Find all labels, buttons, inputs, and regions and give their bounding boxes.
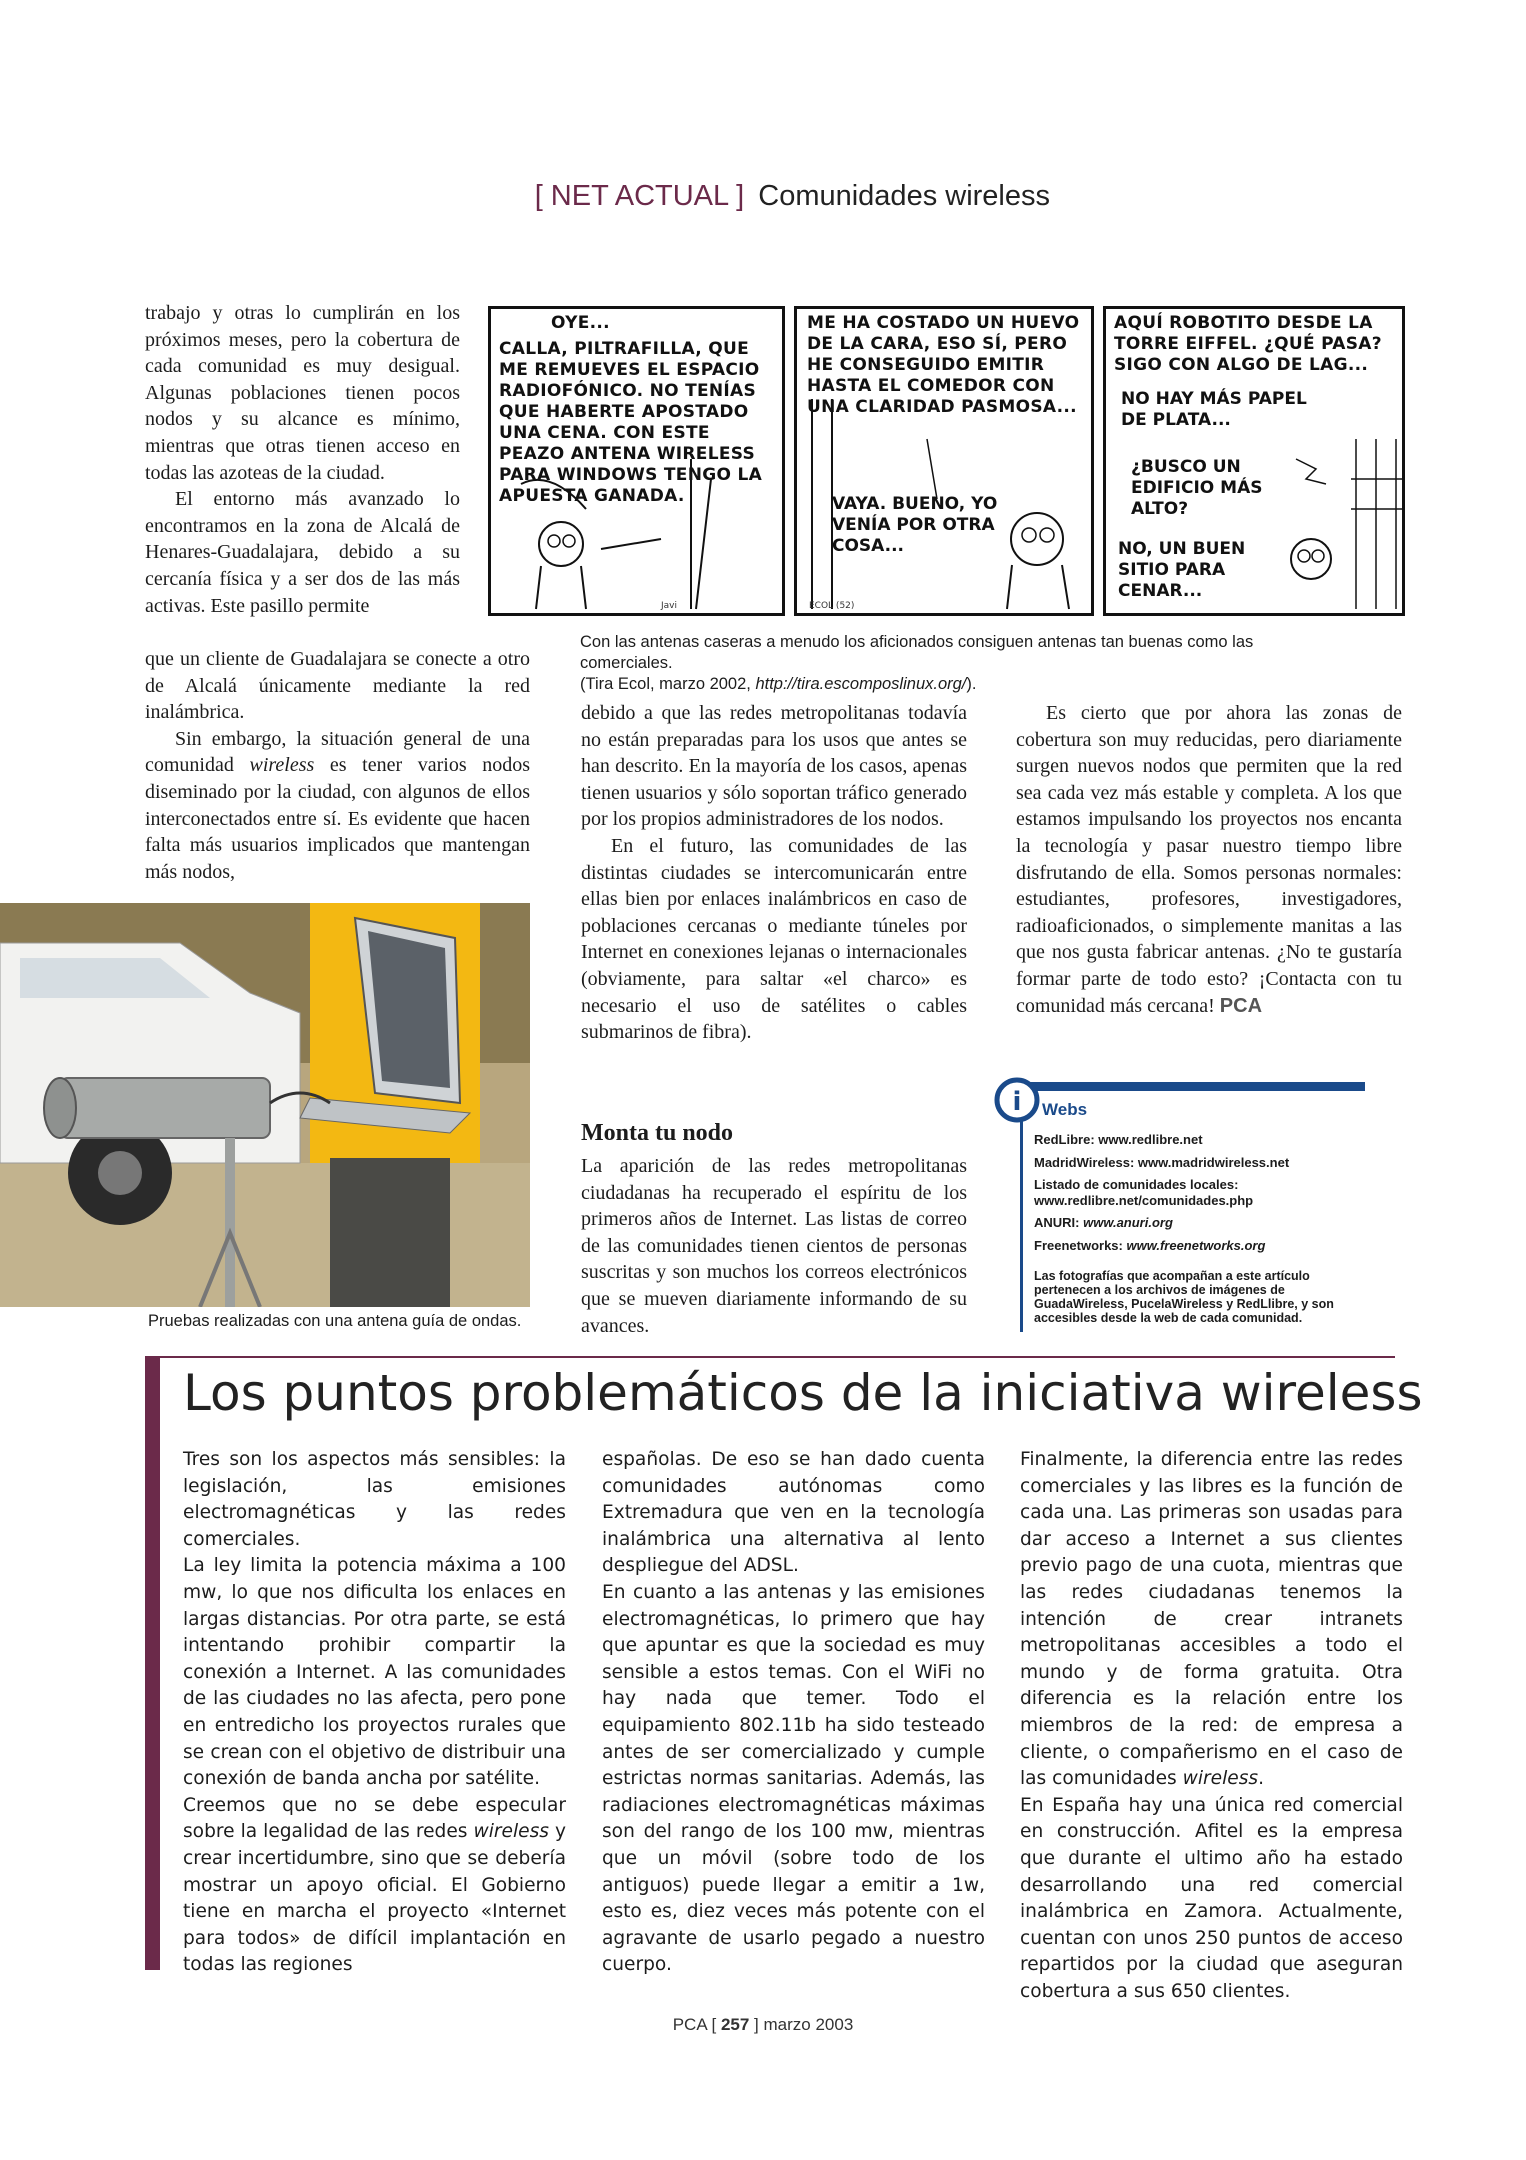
- paragraph: Es cierto que por ahora las zonas de cobertura son muy reducidas, pero diariamente surgen nuevos nodos que permiten que la red sea cada vez más estable y completa. A los que estamos impulsando los proyectos nos encanta la tecnología y pasar nuestro tiempo libre disfrutando de ella. Somos personas normales: estudiantes, profesores, investigadores, radioaficionados, o simplemente manitas a las que nos gusta fabricar antenas. ¿No te gustaría formar parte de todo esto? ¡Contacta con tu comunidad más cercana! PCA: [1016, 702, 1402, 1017]
- section-topic: Comunidades wireless: [758, 180, 1050, 212]
- comic-caption-link: http://tira.escomposlinux.org/: [755, 675, 967, 693]
- subheading-monta-tu-nodo: Monta tu nodo: [581, 1120, 734, 1146]
- link-freenetworks: Freenetworks: www.freenetworks.org: [1034, 1237, 1266, 1253]
- photo-illustration: [0, 903, 530, 1307]
- sidebar-top-rule: [145, 1356, 1395, 1358]
- paragraph: Finalmente, la diferencia entre las redes comerciales y las libres es la función de cada una. Las primeras son usadas para dar acceso a Internet a sus clientes previo pago de una cuota, mientras que las redes ciudadanas tenemos la intención de crear intranets metropolitanas accesibles a todo el mundo y de forma gratuita. Otra diferencia es la relación entre los miembros de la red: de empresa a cliente, o compañerismo en el caso de las comunidades wireless.: [1020, 1449, 1403, 1790]
- sidebar-column-2: [602, 1447, 985, 1979]
- paragraph: La aparición de las redes metropolitanas ciudadanas ha recuperado el espíritu de los primeros años de Internet. Las listas de correo de las comunidades tienen cientos de personas suscritas y son muchos los correos electrónicos que se mueven diariamente informando de su avances.: [581, 1155, 967, 1337]
- comic-bubble-3a: AQUÍ ROBOTITO DESDE LA TORRE EIFFEL. ¿QUÉ PASA? SIGO CON ALGO DE LAG...: [1114, 313, 1382, 375]
- author-signature: PCA: [1219, 994, 1263, 1017]
- comic-strip: [488, 296, 1408, 626]
- comic-panel-3: [1103, 306, 1405, 616]
- sidebar-column-3: [1020, 1447, 1403, 2005]
- page-footer: PCA [ 257 ] marzo 2003: [672, 2015, 854, 2034]
- sidebar-accent-bar: [145, 1356, 160, 1970]
- link-redlibre: RedLibre: www.redlibre.net: [1034, 1132, 1203, 1147]
- comic-bubble-3d: NO, UN BUEN SITIO PARA CENAR...: [1118, 539, 1246, 601]
- paragraph: Sin embargo, la situación general de una comunidad wireless es tener varios nodos diseminado por la ciudad, con algunos de ellos interconectados entre sí. Es evidente que hacen falta más usuarios implicados que mantengan más nodos,: [145, 727, 531, 883]
- link-madridwireless: MadridWireless: www.madridwireless.net: [1034, 1154, 1290, 1170]
- comic-bubble-3b: NO HAY MÁS PAPEL DE PLATA...: [1121, 389, 1307, 430]
- infobox-links: [1034, 1132, 1364, 1260]
- section-label: [ NET ACTUAL ]: [534, 180, 745, 212]
- comic-caption: Con las antenas caseras a menudo los aficionados consiguen antenas tan buenas como las comerciales. (Tira Ecol, marzo 2002, http://tira.escomposlinux.org/).: [580, 633, 1254, 693]
- column-1-continued: [145, 646, 530, 885]
- paragraph: que un cliente de Guadalajara se conecte a otro de Alcalá únicamente mediante la red inalámbrica.: [145, 648, 530, 724]
- sidebar-title: Los puntos problemáticos de la iniciativa wireless: [183, 1364, 1423, 1422]
- info-icon: [994, 1077, 1040, 1123]
- paragraph: españolas. De eso se han dado cuenta comunidades autónomas como Extremadura que ven en la tecnología inalámbrica una alternativa al lento despliegue del ADSL.: [602, 1449, 985, 1577]
- comic-bubble-2b: VAYA. BUENO, YO VENÍA POR OTRA COSA...: [832, 494, 998, 556]
- paragraph: trabajo y otras lo cumplirán en los próximos meses, pero la cobertura de cada comunidad es muy desigual. Algunas poblaciones tienen pocos nodos y su alcance es mínimo, mientras que otras tienen acceso en todas las azoteas de la ciudad.: [145, 302, 460, 484]
- antenna-photo: [0, 903, 530, 1307]
- column-1-top: [145, 300, 460, 619]
- paragraph: En España hay una única red comercial en construcción. Afitel es la empresa que durante el ultimo año ha estado desarrollando una red comercial inalámbrica en Zamora. Actualmente, cuentan con unos 250 puntos de acceso repartidos por la ciudad que aseguran cobertura a sus 650 clientes.: [1020, 1794, 1403, 2002]
- page-number: 257: [720, 2015, 750, 2034]
- footer-date: marzo 2003: [763, 2015, 854, 2034]
- paragraph: El entorno más avanzado lo encontramos en la zona de Alcalá de Henares-Guadalajara, debido a su cercanía física y a ser dos de las más activas. Este pasillo permite: [145, 488, 460, 617]
- sidebar-column-1: [183, 1447, 566, 1979]
- column-2-lower: [581, 1153, 967, 1339]
- column-2: [581, 700, 967, 1046]
- comic-signature-1: Javi: [661, 601, 677, 611]
- comic-panel-1: [488, 306, 785, 616]
- infobox-note: Las fotografías que acompañan a este artículo pertenecen a los archivos de imágenes de GuadaWireless, PucelaWireless y RedLlibre, y son accesibles desde la web de cada comunidad.: [1034, 1269, 1334, 1325]
- webs-infobox: [990, 1077, 1370, 1335]
- svg-text:i: i: [1012, 1087, 1022, 1117]
- paragraph: En cuanto a las antenas y las emisiones electromagnéticas, lo primero que hay que apuntar es que la sociedad es muy sensible a estos temas. Con el WiFi no hay nada que temer. Todo el equipamiento 802.11b ha sido testeado antes de ser comercializado y cumple estrictas normas sanitarias. Además, las radiaciones electromagnéticas máximas son del rango de los 100 mw, mientras que un móvil (sobre todo de los antiguos) puede llegar a emitir a 1w, esto es, diez veces más potente con el agravante de usarlo pegado a nuestro cuerpo.: [602, 1581, 985, 1976]
- photo-caption: Pruebas realizadas con una antena guía de ondas.: [148, 1312, 522, 1330]
- link-comunidades: Listado de comunidades locales: www.redlibre.net/comunidades.php: [1034, 1177, 1254, 1208]
- running-header: [0, 180, 1050, 213]
- comic-bubble-1b: CALLA, PILTRAFILLA, QUE ME REMUEVES EL ESPACIO RADIOFÓNICO. NO TENÍAS QUE HABERTE APOSTADO UNA CENA. CON ESTE PEAZO ANTENA WIRELESS PARA WINDOWS TENGO LA APUESTA GANADA.: [499, 339, 763, 506]
- comic-bubble-1a: OYE...: [551, 313, 610, 333]
- infobox-title: Webs: [1042, 1100, 1088, 1119]
- column-3: [1016, 700, 1402, 1019]
- paragraph: La ley limita la potencia máxima a 100 mw, lo que nos dificulta los enlaces en largas distancias. Por otra parte, se está intentando prohibir compartir la conexión a Internet. A las comunidades de las ciudades no las afecta, pero pone en entredicho los proyectos rurales que se crean con el objetivo de distribuir una conexión de banda ancha por satélite.: [183, 1555, 566, 1790]
- comic-bubble-2a: ME HA COSTADO UN HUEVO DE LA CARA, ESO SÍ, PERO HE CONSEGUIDO EMITIR HASTA EL COMEDOR CON UNA CLARIDAD PASMOSA...: [807, 313, 1080, 417]
- comic-bubble-3c: ¿BUSCO UN EDIFICIO MÁS ALTO?: [1131, 457, 1263, 519]
- comic-signature-2: ECOL (52): [809, 601, 855, 611]
- paragraph: En el futuro, las comunidades de las distintas ciudades se intercomunicarán entre ellas bien por enlaces inalámbricos en caso de poblaciones cercanas o mediante túneles por Internet en conexiones lejanas o internacionales (obviamente, para saltar «el charco» es necesario el uso de satélites o cables submarinos de fibra).: [581, 834, 967, 1044]
- footer-magazine: PCA: [672, 2015, 707, 2034]
- infobox-top-bar: [1020, 1082, 1365, 1091]
- comic-panel-2: [794, 306, 1094, 616]
- paragraph: Creemos que no se debe especular sobre la legalidad de las redes wireless y crear incertidumbre, sino que se debería mostrar un apoyo oficial. El Gobierno tiene en marcha el proyecto «Internet para todos» de difícil implantación en todas las regiones: [183, 1794, 566, 1976]
- paragraph: Tres son los aspectos más sensibles: la legislación, las emisiones electromagnéticas y las redes comerciales.: [183, 1449, 566, 1550]
- paragraph: debido a que las redes metropolitanas todavía no están preparadas para los usos que antes se han descrito. En la mayoría de los casos, apenas tienen usuarios y sólo soportan tráfico generado por los propios administradores de los nodos.: [581, 702, 967, 831]
- link-anuri: ANURI: www.anuri.org: [1034, 1215, 1173, 1230]
